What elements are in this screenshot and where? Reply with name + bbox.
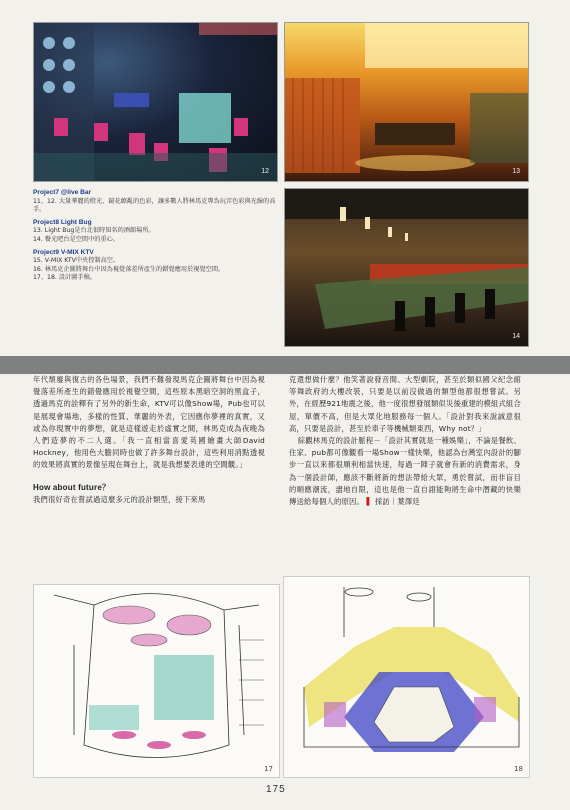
photo-number: 13 [512, 168, 520, 175]
article-paragraph: 年代頹廢與復古的各色場景，我們不難發現馬克企圖將舞台中因為視覺落差所產生的錯覺應用於視覺空間，這些原本黑暗空洞的黑盒子，透過馬克的詮釋有了另外的新生命，KTV可以像Show場，Pub也可以是展現會場地，多樣的性質、華麗的外表，它因應你夢裡的真實，又或為你現實中的夢想，就是這樣遊走於虛實之間，林馬克成為夜晚為人們造夢的不二人選。「我一直相當喜愛英國繪畫大師David Hockney，他用色大膽同時也做了許多舞台設計，這些利用消點透視的效果將真實的景像呈現在舞台上，就是我想要表達的空間觀。」 [33, 375, 265, 470]
article-column-left [33, 374, 265, 506]
sketch-number: 17 [264, 765, 273, 773]
article-paragraph: 綜觀林馬克的設計脈程－「設計其實就是一種娛樂」，不論是餐飲、住家、pub都可像觀看一場Show一樣快樂，他認為台灣室內設計的腳步一直以來都很順利相當快速，每過一陣子就會有新的消費需求，身為一個設計師，應該不斷將新的想法帶給大眾，勇於嘗試，而非盲目的順應潮流，盡地自限，這也是他一直自詡能夠將生命中潛藏的快樂傳送給每個人的原因。 [289, 436, 521, 507]
caption-line: 13. Light Bug是台北很時知名的酒館場所。 [33, 227, 155, 235]
photo-ktv-room [33, 22, 278, 182]
photo-number: 12 [261, 168, 269, 175]
photo-number: 14 [512, 333, 520, 340]
sketch-bar-room [283, 576, 530, 778]
caption-block [33, 189, 278, 215]
caption-line: 17、18. 設計圖手稿。 [33, 274, 96, 282]
sketch-number: 18 [514, 765, 523, 773]
caption-block [33, 249, 278, 283]
photo-warm-bar [284, 22, 529, 182]
article-subheading: How about future？ [33, 482, 111, 492]
caption-title: Project8 Light Bug [33, 218, 92, 226]
article-paragraph: 我們很好奇在嘗試過這麼多元的設計類型，接下來馬 [33, 494, 206, 504]
caption-line: 11、12. 大量華麗的燈光、鏡花繚亂的色彩，讓多數人將林馬克專為玩弄色彩與光線的高手。 [33, 197, 276, 214]
page-number: 175 [266, 784, 286, 795]
caption-title: Project7 @live Bar [33, 189, 92, 196]
photo-long-bar [284, 188, 529, 347]
photo-captions [33, 186, 278, 283]
end-mark: ▌ [366, 497, 373, 507]
section-divider-band [0, 356, 570, 374]
article-paragraph: 克還想做什麼？他笑著說發音間、大型劇院，甚至於類似國父紀念館等舞政府的大樓改裝，只要是以前沒做過的類型他都很想嘗試。另外，在經歷921地震之後，他一度很想發展類似災後重建的模組式組合屋，單價不高，但是大眾化地服務每一個人。「設計對我來說誠意很高，只要是設計，甚至於車子等機械類東西，Why not？」 [289, 375, 521, 433]
caption-title: Project9 V-MIX KTV [33, 248, 94, 256]
sketch-ktv-room [33, 584, 280, 778]
article-credit: 採訪｜葉澤廷 [374, 497, 420, 507]
caption-line: 16. 林馬克企圖將舞台中因為視覺落差所產生的錯覺應用於視覺空間。 [33, 265, 225, 273]
article-column-right [289, 374, 521, 508]
caption-line: 14. 餐光吧台是空間中的重心。 [33, 235, 120, 243]
caption-block [33, 219, 278, 245]
caption-line: 15. V-MIX KTV中央控制高空。 [33, 257, 120, 265]
